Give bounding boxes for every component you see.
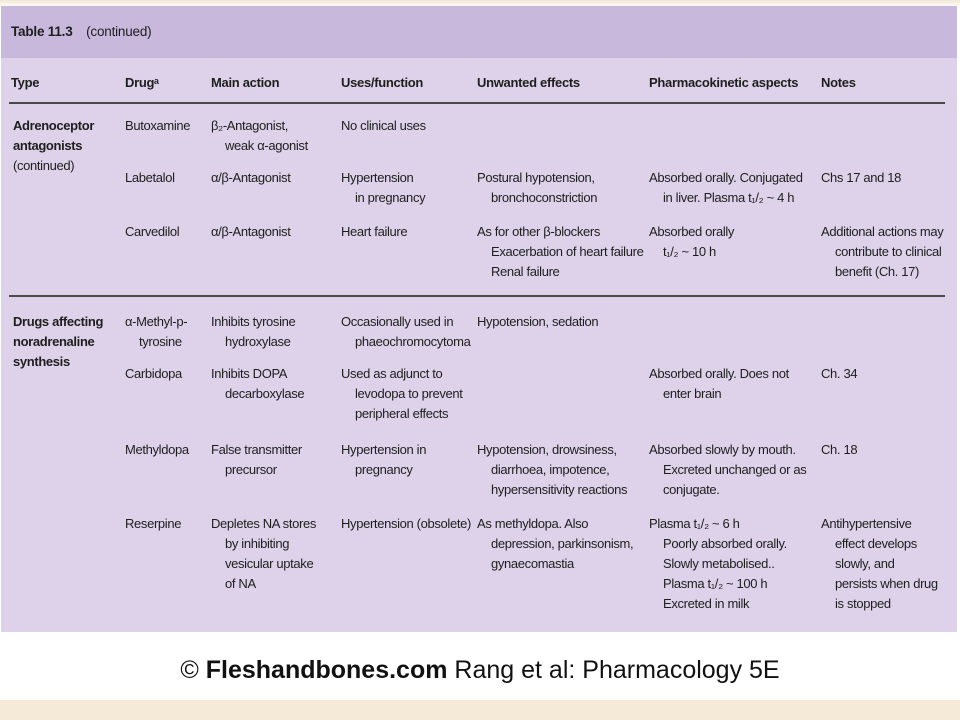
uses-cell-line: peripheral effects [355, 406, 449, 421]
copyright-symbol: © [180, 656, 199, 684]
pharmacokinetics-cell-line: t₁/₂ ~ 10 h [663, 244, 716, 259]
unwanted-effects-cell [477, 440, 627, 500]
pharmacokinetics-cell-line: Excreted unchanged or as [663, 462, 807, 477]
uses-cell [341, 312, 470, 352]
main-action-cell [211, 364, 304, 404]
pharmacokinetics-cell-line: Absorbed orally. Does not [649, 366, 789, 381]
notes-cell-line: benefit (Ch. 17) [835, 264, 920, 279]
main-action-cell-line: hydroxylase [225, 334, 291, 349]
pharmacokinetics-cell [649, 514, 787, 614]
copyright-footer [0, 656, 960, 685]
pharmacokinetics-cell-line: Absorbed orally. Conjugated [649, 170, 803, 185]
footer-site: Fleshandbones.com [205, 656, 448, 684]
unwanted-effects-cell-line: hypersensitivity reactions [491, 482, 628, 497]
unwanted-effects-cell-line: As for other β-blockers [477, 224, 600, 239]
uses-cell-line: Hypertension (obsolete) [341, 516, 471, 531]
type-label-line: synthesis [13, 354, 70, 369]
drug-name-cell-line: Methyldopa [125, 442, 189, 457]
header-notes: Notes [821, 75, 856, 90]
type-label-line: Adrenoceptor [13, 118, 95, 133]
unwanted-effects-cell [477, 514, 633, 574]
table-number: Table 11.3 [11, 24, 73, 39]
uses-cell [341, 364, 463, 424]
header-drug: Drugᵃ [125, 75, 159, 90]
drug-name-cell [125, 312, 187, 352]
type-label-line: Drugs affecting [13, 314, 104, 329]
pharmacokinetics-cell-line: Slowly metabolised.. [663, 556, 775, 571]
footer-citation: Rang et al: Pharmacology 5E [454, 656, 780, 684]
type-label-line: antagonists [13, 138, 83, 153]
uses-cell [341, 440, 426, 480]
drug-name-cell [125, 116, 190, 136]
uses-cell-line: pregnancy [355, 462, 413, 477]
notes-cell-line: effect develops [835, 536, 917, 551]
unwanted-effects-cell [477, 222, 643, 282]
pharmacokinetics-cell-line: enter brain [663, 386, 722, 401]
main-action-cell-line: False transmitter [211, 442, 302, 457]
pharmacokinetics-cell-line: Plasma t₁/₂ ~ 6 h [649, 516, 740, 531]
uses-cell [341, 222, 407, 242]
frame-bottom-band [0, 700, 960, 720]
pharmacokinetics-cell-line: Absorbed orally [649, 224, 735, 239]
uses-cell [341, 514, 471, 534]
drug-name-cell-line: Reserpine [125, 516, 182, 531]
main-action-cell [211, 222, 290, 242]
drug-name-cell-line: tyrosine [139, 334, 182, 349]
uses-cell-line: No clinical uses [341, 118, 426, 133]
main-action-cell [211, 312, 295, 352]
main-action-cell-line: Depletes NA stores [211, 516, 316, 531]
pharmacokinetics-cell-line: Poorly absorbed orally. [663, 536, 787, 551]
uses-cell-line: Used as adjunct to [341, 366, 443, 381]
type-cell [13, 312, 103, 372]
notes-cell-line: persists when drug [835, 576, 938, 591]
unwanted-effects-cell-line: Exacerbation of heart failure [491, 244, 644, 259]
main-action-cell-line: of NA [225, 576, 256, 591]
uses-cell-line: Hypertension in [341, 442, 427, 457]
header-unwanted-effects: Unwanted effects [477, 75, 580, 90]
pharmacokinetics-cell [649, 168, 803, 208]
notes-cell-line: Chs 17 and 18 [821, 170, 902, 185]
unwanted-effects-cell-line: Hypotension, drowsiness, [477, 442, 617, 457]
drug-name-cell-line: Carvedilol [125, 224, 180, 239]
notes-cell-line: Ch. 34 [821, 366, 858, 381]
notes-cell [821, 168, 901, 188]
drug-name-cell-line: α-Methyl-p- [125, 314, 188, 329]
uses-cell [341, 116, 426, 136]
main-action-cell [211, 440, 302, 480]
notes-cell [821, 364, 857, 384]
uses-cell-line: phaeochromocytoma [355, 334, 471, 349]
main-action-cell-line: decarboxylase [225, 386, 305, 401]
notes-cell-line: Ch. 18 [821, 442, 858, 457]
header-uses: Uses/function [341, 75, 424, 90]
unwanted-effects-cell [477, 312, 598, 332]
pharmacokinetics-cell-line: Absorbed slowly by mouth. [649, 442, 796, 457]
main-action-cell-line: vesicular uptake [225, 556, 314, 571]
drug-name-cell [125, 168, 175, 188]
notes-cell-line: slowly, and [835, 556, 895, 571]
drug-name-cell-line: Butoxamine [125, 118, 191, 133]
drug-name-cell-line: Labetalol [125, 170, 175, 185]
main-action-cell-line: α/β-Antagonist [211, 170, 291, 185]
table-title [11, 24, 151, 39]
uses-cell-line: Heart failure [341, 224, 408, 239]
unwanted-effects-cell-line: Hypotension, sedation [477, 314, 599, 329]
uses-cell [341, 168, 425, 208]
type-continued-note: (continued) [13, 158, 75, 173]
drug-name-cell [125, 440, 189, 460]
uses-cell-line: in pregnancy [355, 190, 426, 205]
unwanted-effects-cell [477, 168, 597, 208]
notes-cell [821, 222, 943, 282]
uses-cell-line: Occasionally used in [341, 314, 454, 329]
unwanted-effects-cell-line: diarrhoea, impotence, [491, 462, 610, 477]
header-type: Type [11, 75, 40, 90]
pharmacokinetics-cell-line: conjugate. [663, 482, 720, 497]
drug-table [1, 6, 957, 632]
unwanted-effects-cell-line: Renal failure [491, 264, 560, 279]
notes-cell-line: contribute to clinical [835, 244, 942, 259]
main-action-cell-line: Inhibits DOPA [211, 366, 288, 381]
unwanted-effects-cell-line: gynaecomastia [491, 556, 574, 571]
pharmacokinetics-cell [649, 440, 806, 500]
drug-name-cell-line: Carbidopa [125, 366, 182, 381]
header-divider [9, 102, 945, 104]
notes-cell [821, 440, 857, 460]
pharmacokinetics-cell [649, 364, 789, 404]
main-action-cell-line: by inhibiting [225, 536, 290, 551]
header-main-action: Main action [211, 75, 280, 90]
unwanted-effects-cell-line: bronchoconstriction [491, 190, 598, 205]
notes-cell-line: is stopped [835, 596, 891, 611]
pharmacokinetics-cell-line: Plasma t₁/₂ ~ 100 h [663, 576, 768, 591]
uses-cell-line: levodopa to prevent [355, 386, 463, 401]
main-action-cell-line: precursor [225, 462, 277, 477]
type-label-line: noradrenaline [13, 334, 95, 349]
table-continued-note: (continued) [86, 24, 152, 39]
main-action-cell [211, 514, 316, 594]
unwanted-effects-cell-line: Postural hypotension, [477, 170, 595, 185]
main-action-cell-line: Inhibits tyrosine [211, 314, 296, 329]
pharmacokinetics-cell-line: Excreted in milk [663, 596, 750, 611]
main-action-cell-line: α/β-Antagonist [211, 224, 291, 239]
type-cell [13, 116, 94, 176]
drug-name-cell [125, 514, 181, 534]
group-divider [9, 295, 945, 297]
main-action-cell [211, 116, 308, 156]
main-action-cell [211, 168, 290, 188]
unwanted-effects-cell-line: As methyldopa. Also [477, 516, 589, 531]
header-pharmacokinetics: Pharmacokinetic aspects [649, 75, 799, 90]
drug-name-cell [125, 364, 182, 384]
notes-cell-line: Antihypertensive [821, 516, 912, 531]
notes-cell [821, 514, 938, 614]
drug-name-cell [125, 222, 179, 242]
uses-cell-line: Hypertension [341, 170, 414, 185]
notes-cell-line: Additional actions may [821, 224, 944, 239]
unwanted-effects-cell-line: depression, parkinsonism, [491, 536, 634, 551]
main-action-cell-line: weak α-agonist [225, 138, 308, 153]
pharmacokinetics-cell [649, 222, 734, 262]
pharmacokinetics-cell-line: in liver. Plasma t₁/₂ ~ 4 h [663, 190, 795, 205]
main-action-cell-line: β₂-Antagonist, [211, 118, 288, 133]
table-title-bar [1, 6, 957, 58]
